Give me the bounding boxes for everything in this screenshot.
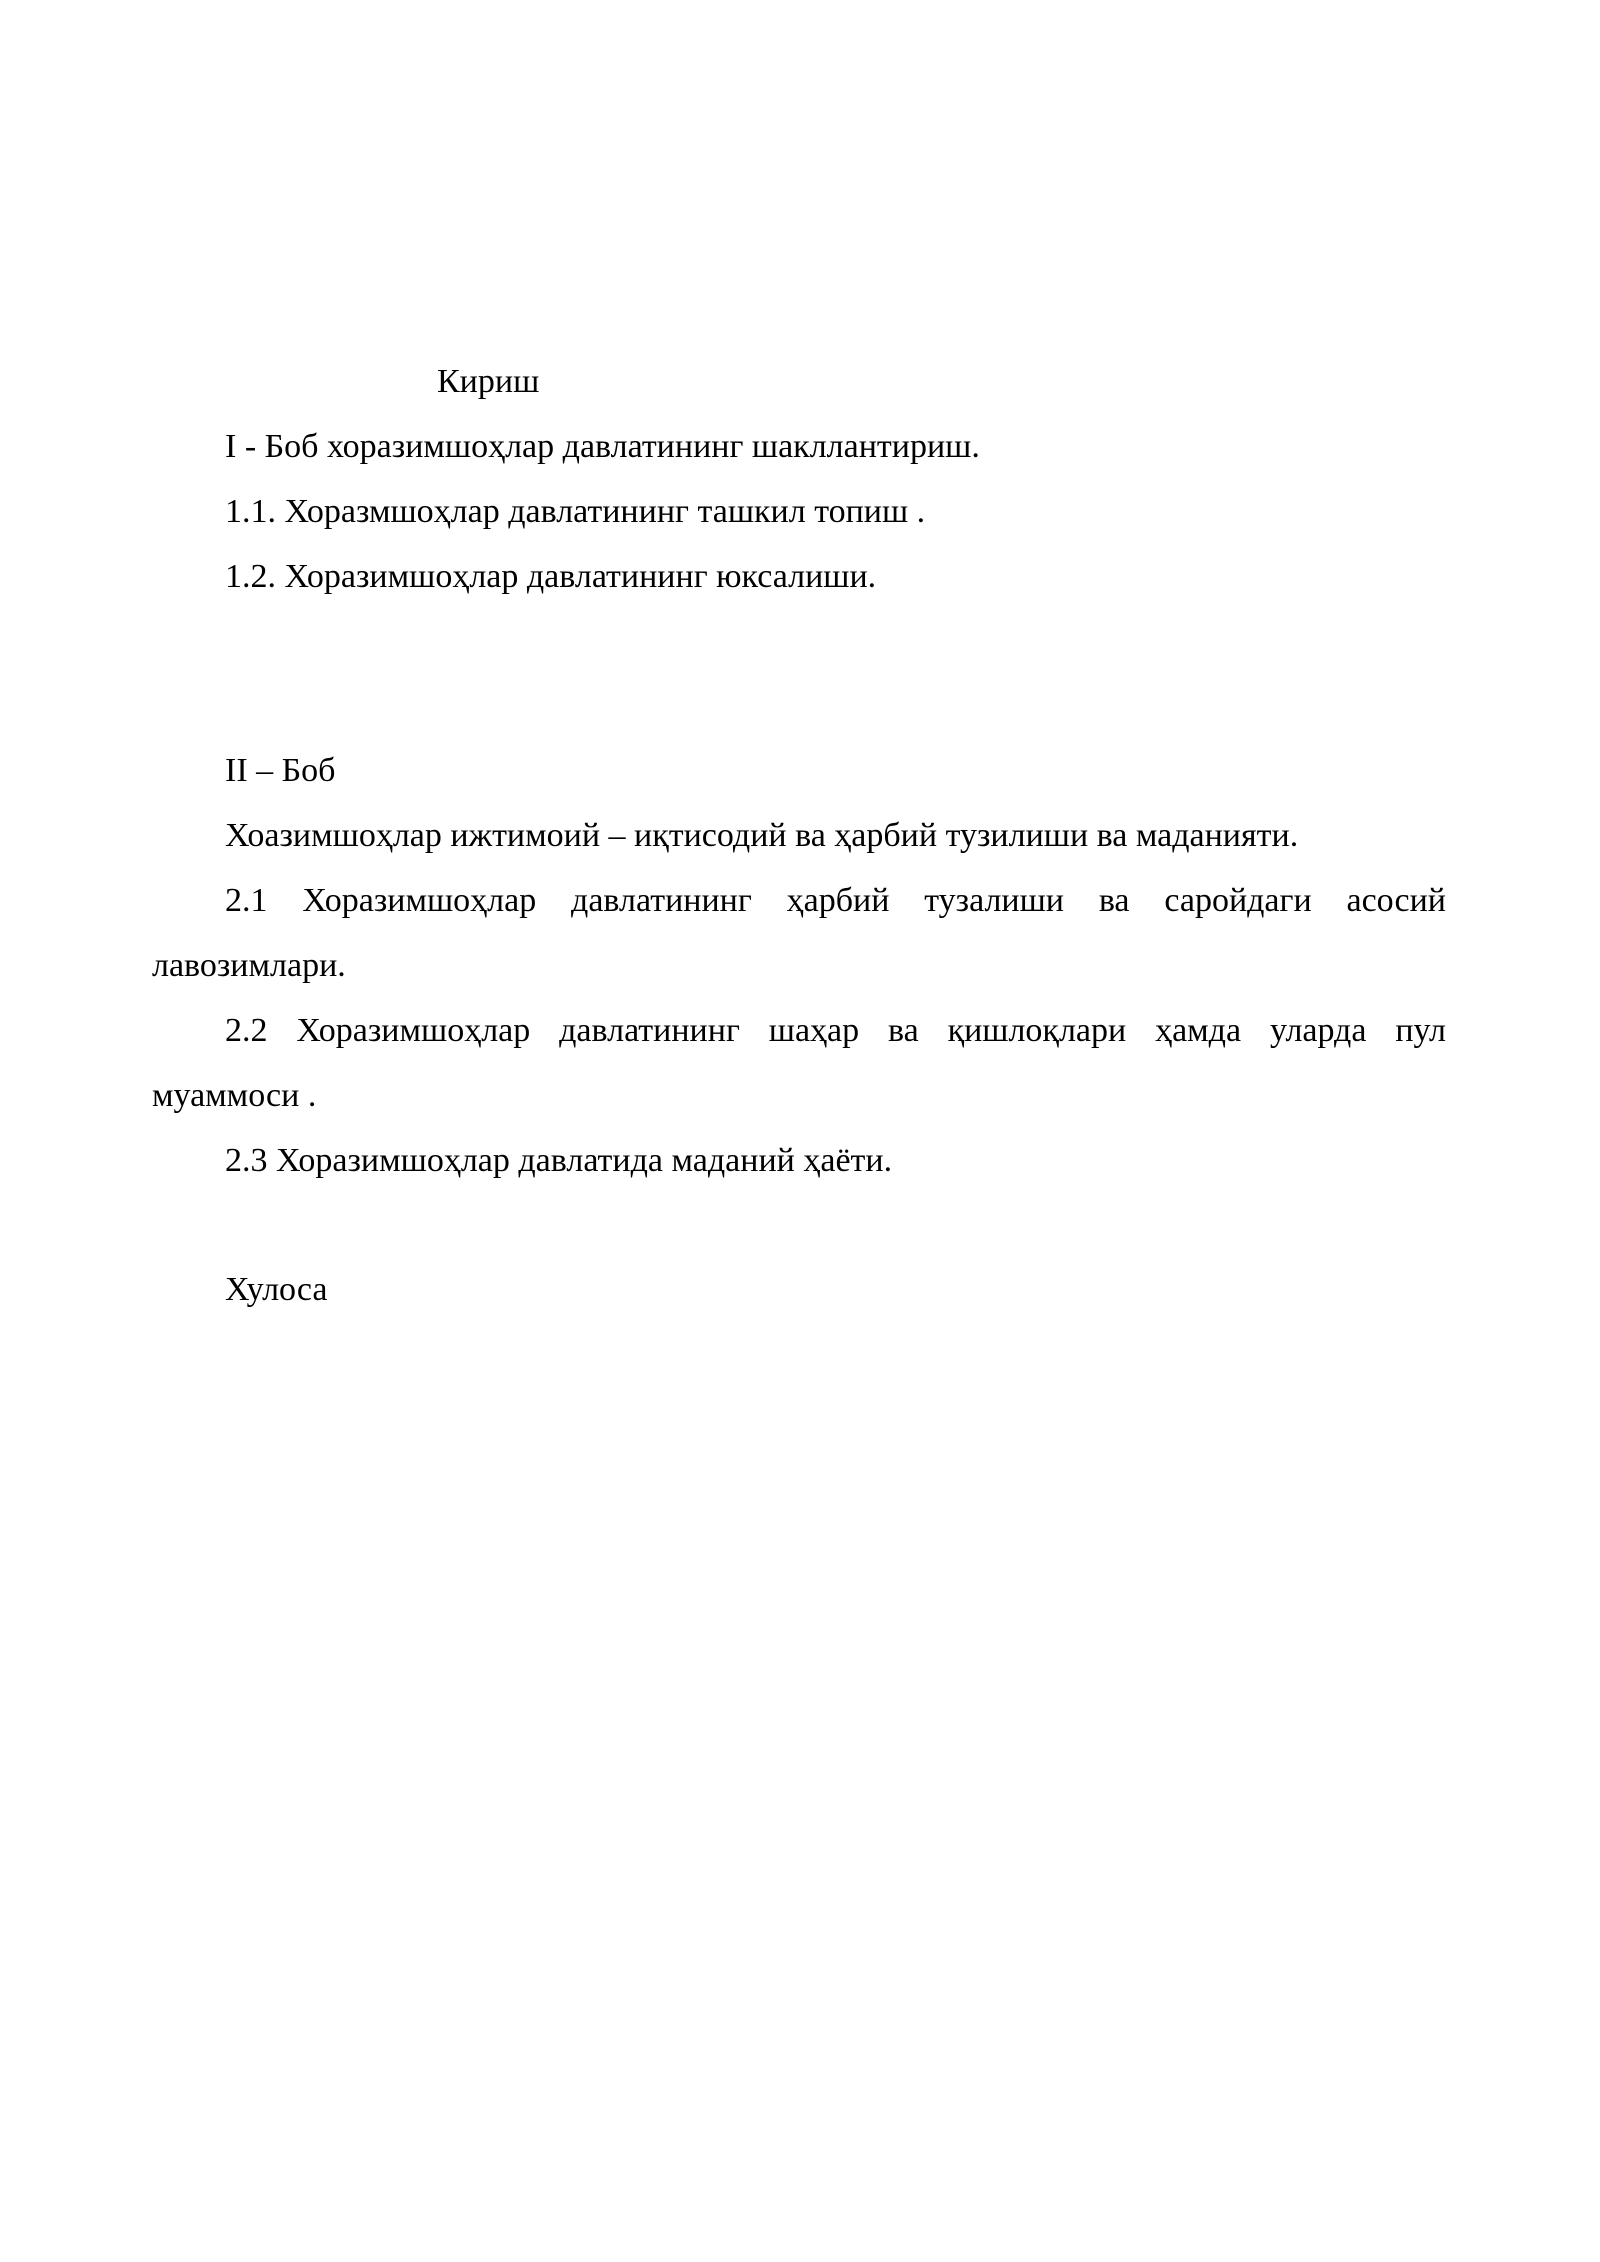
section-1-2: 1.2. Хоразимшоҳлар давлатининг юксалиши. [225,558,877,595]
conclusion-heading: Хулоса [225,1271,328,1308]
section-1-1: 1.1. Хоразмшоҳлар давлатининг ташкил топиш . [225,493,926,530]
chapter-1-title: I - Боб хоразимшоҳлар давлатининг шакллантириш. [225,428,980,465]
chapter-2-subtitle: Хоазимшоҳлар ижтимоий – иқтисодий ва ҳарбий тузилиши ва маданияти. [225,817,1299,854]
section-2-3: 2.3 Хоразимшоҳлар давлатида маданий ҳаёти. [225,1142,893,1179]
section-2-2-line-2: муаммоси . [152,1077,317,1114]
chapter-2-title: II – Боб [225,752,336,789]
intro-heading: Кириш [437,363,540,400]
section-2-1-line-1: 2.1 Хоразимшоҳлар давлатининг ҳарбий тузалиши ва саройдаги асосий [225,882,1446,919]
section-2-1-line-2: лавозимлари. [152,947,346,984]
section-2-2-line-1: 2.2 Хоразимшоҳлар давлатининг шаҳар ва қишлоқлари ҳамда уларда пул [225,1012,1446,1049]
